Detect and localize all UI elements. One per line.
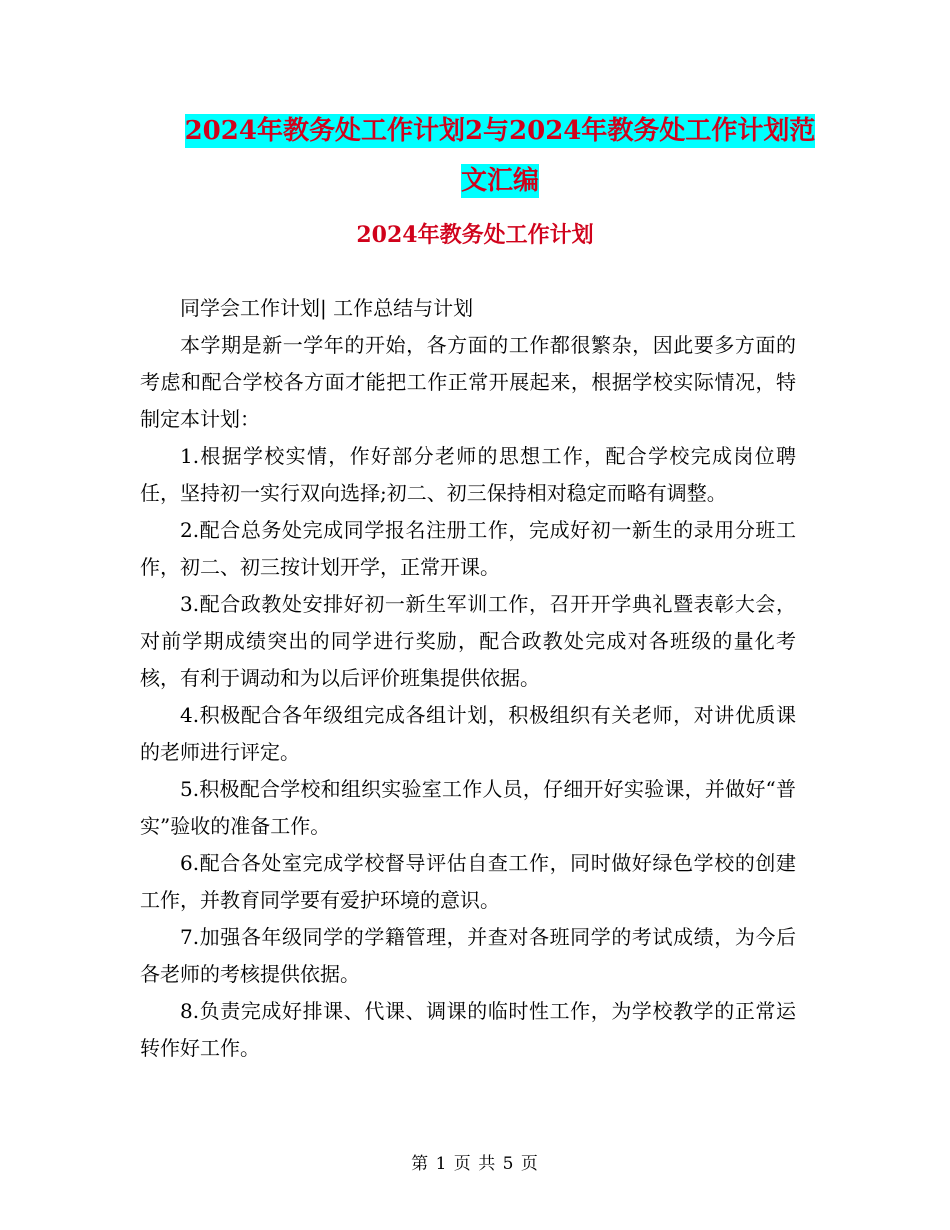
paragraph-item-4: 4.积极配合各年级组完成各组计划，积极组织有关老师，对讲优质课的老师进行评定。: [140, 703, 796, 764]
document-title-line2: 文汇编: [460, 166, 539, 196]
paragraph-item-6: 6.配合各处室完成学校督导评估自查工作，同时做好绿色学校的创建工作，并教育同学要有爱护环境的意识。: [140, 851, 796, 912]
document-title-line1: 2024年教务处工作计划2与2024年教务处工作计划范: [184, 116, 816, 146]
paragraph-intro-line: 同学会工作计划| 工作总结与计划: [180, 296, 474, 320]
document-title: [140, 106, 860, 206]
section-heading: 2024年教务处工作计划: [356, 222, 594, 248]
paragraph-item-2: 2.配合总务处完成同学报名注册工作，完成好初一新生的录用分班工作，初二、初三按计划开学，正常开课。: [140, 518, 796, 579]
paragraph-item-1: 1.根据学校实情，作好部分老师的思想工作，配合学校完成岗位聘任，坚持初一实行双向选择;初二、初三保持相对稳定而略有调整。: [140, 444, 796, 505]
paragraph-item-7: 7.加强各年级同学的学籍管理，并查对各班同学的考试成绩，为今后各老师的考核提供依据。: [140, 925, 796, 986]
paragraph-item-5: 5.积极配合学校和组织实验室工作人员，仔细开好实验课，并做好“普实”验收的准备工作。: [140, 777, 796, 838]
document-body: [140, 290, 796, 1067]
paragraph-item-3: 3.配合政教处安排好初一新生军训工作，召开开学典礼暨表彰大会，对前学期成绩突出的同学进行奖励，配合政教处完成对各班级的量化考核，有利于调动和为以后评价班集提供依据。: [140, 592, 796, 690]
page-footer: 第 1 页 共 5 页: [411, 1154, 539, 1174]
paragraph-item-8: 8.负责完成好排课、代课、调课的临时性工作，为学校教学的正常运转作好工作。: [140, 999, 796, 1060]
paragraph-preface: 本学期是新一学年的开始，各方面的工作都很繁杂，因此要多方面的考虑和配合学校各方面才能把工作正常开展起来，根据学校实际情况，特制定本计划：: [140, 333, 796, 431]
